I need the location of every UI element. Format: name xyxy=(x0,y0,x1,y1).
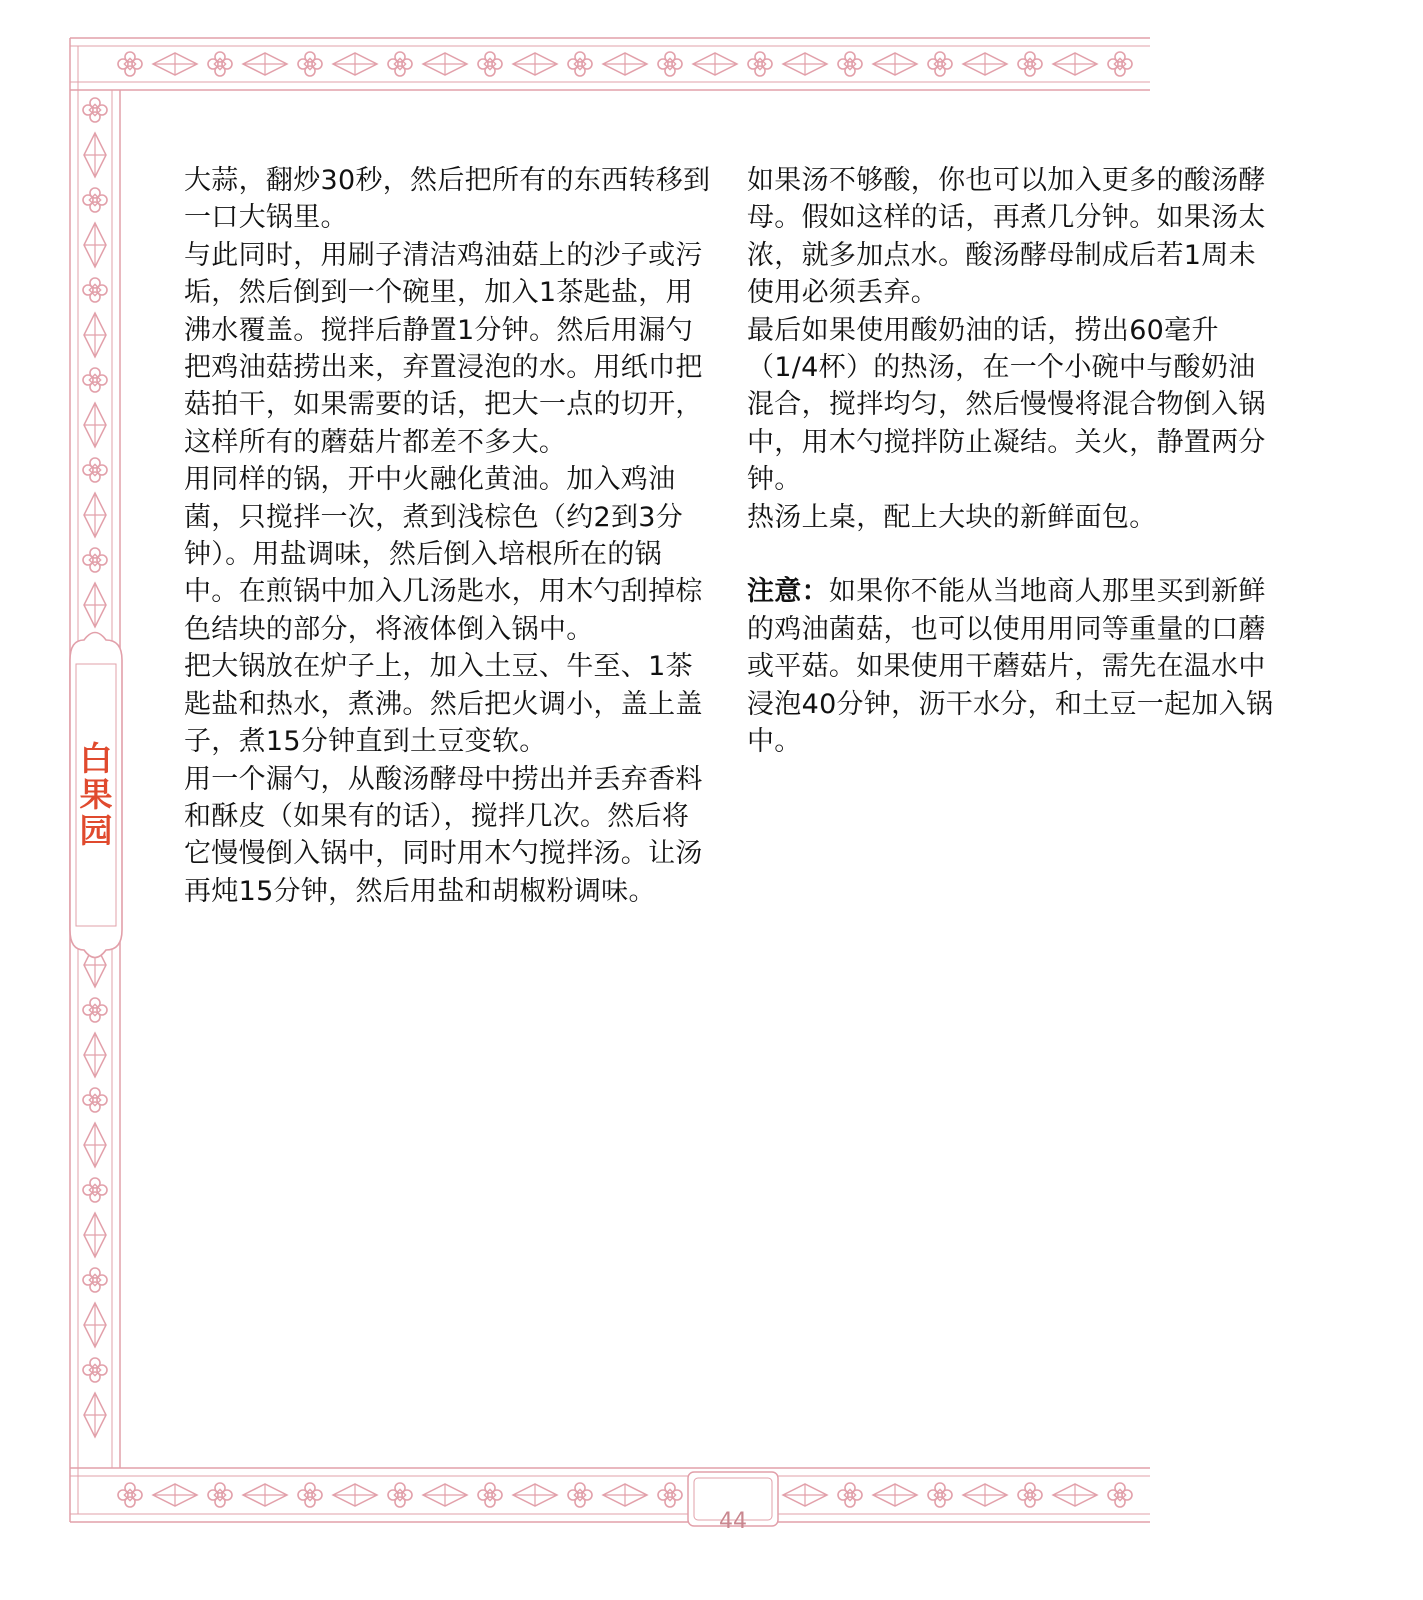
knot-ornament-icon xyxy=(658,52,682,76)
diamond-ornament-icon xyxy=(153,53,197,75)
paragraph: 把大锅放在炉子上，加入土豆、牛至、1茶匙盐和热水，煮沸。然后把火调小，盖上盖子，煮15分钟直到土豆变软。 xyxy=(184,651,703,758)
diamond-ornament-icon xyxy=(423,1484,467,1506)
diamond-ornament-icon xyxy=(84,223,106,267)
top-border-band xyxy=(70,38,1150,90)
side-section-label-text: 白果园 xyxy=(74,741,114,849)
knot-ornament-icon xyxy=(83,368,107,392)
knot-ornament-icon xyxy=(298,52,322,76)
knot-ornament-icon xyxy=(118,1483,142,1507)
diamond-ornament-icon xyxy=(1053,1484,1097,1506)
diamond-ornament-icon xyxy=(84,1123,106,1167)
knot-ornament-icon xyxy=(568,1483,592,1507)
diamond-ornament-icon xyxy=(873,53,917,75)
page-number: 44 xyxy=(719,1509,747,1534)
knot-ornament-icon xyxy=(208,52,232,76)
left-text-column xyxy=(184,162,712,910)
knot-ornament-icon xyxy=(83,1088,107,1112)
knot-ornament-icon xyxy=(478,52,502,76)
paragraph: 最后如果使用酸奶油的话，捞出60毫升（1/4杯）的热汤，在一个小碗中与酸奶油混合，搅拌均匀，然后慢慢将混合物倒入锅中，用木勺搅拌防止凝结。关火，静置两分钟。 xyxy=(747,314,1266,496)
paragraph-spacer xyxy=(747,536,1275,573)
knot-ornament-icon xyxy=(1108,1483,1132,1507)
note-text: 如果你不能从当地商人那里买到新鲜的鸡油菌菇，也可以使用用同等重量的口蘑或平菇。如果使用干蘑菇片，需先在温水中浸泡40分钟，沥干水分，和土豆一起加入锅中。 xyxy=(747,576,1274,758)
knot-ornament-icon xyxy=(83,1178,107,1202)
knot-ornament-icon xyxy=(83,98,107,122)
diamond-ornament-icon xyxy=(333,1484,377,1506)
knot-ornament-icon xyxy=(83,1268,107,1292)
diamond-ornament-icon xyxy=(1053,53,1097,75)
knot-ornament-icon xyxy=(928,52,952,76)
knot-ornament-icon xyxy=(1018,52,1042,76)
paragraph: 与此同时，用刷子清洁鸡油菇上的沙子或污垢，然后倒到一个碗里，加入1茶匙盐，用沸水覆盖。搅拌后静置1分钟。然后用漏勺把鸡油菇捞出来，弃置浸泡的水。用纸巾把菇拍干，如果需要的话，把大一点的切开，这样所有的蘑菇片都差不多大。 xyxy=(184,239,703,458)
right-text-column xyxy=(747,162,1275,760)
knot-ornament-icon xyxy=(928,1483,952,1507)
knot-ornament-icon xyxy=(568,52,592,76)
diamond-ornament-icon xyxy=(873,1484,917,1506)
knot-ornament-icon xyxy=(1108,52,1132,76)
paragraph: 用同样的锅，开中火融化黄油。加入鸡油菌，只搅拌一次，煮到浅棕色（约2到3分钟）。用盐调味，然后倒入培根所在的锅中。在煎锅中加入几汤匙水，用木勺刮掉棕色结块的部分，将液体倒入锅中。 xyxy=(184,464,703,645)
diamond-ornament-icon xyxy=(513,1484,557,1506)
diamond-ornament-icon xyxy=(423,53,467,75)
knot-ornament-icon xyxy=(208,1483,232,1507)
paragraph: 大蒜，翻炒30秒，然后把所有的东西转移到一口大锅里。 xyxy=(184,165,711,234)
knot-ornament-icon xyxy=(83,188,107,212)
knot-ornament-icon xyxy=(1018,1483,1042,1507)
diamond-ornament-icon xyxy=(84,1213,106,1257)
diamond-ornament-icon xyxy=(84,1393,106,1437)
knot-ornament-icon xyxy=(83,548,107,572)
diamond-ornament-icon xyxy=(783,53,827,75)
bottom-border-band xyxy=(70,1468,1150,1526)
diamond-ornament-icon xyxy=(513,53,557,75)
knot-ornament-icon xyxy=(478,1483,502,1507)
diamond-ornament-icon xyxy=(84,133,106,177)
knot-ornament-icon xyxy=(83,458,107,482)
diamond-ornament-icon xyxy=(84,583,106,627)
knot-ornament-icon xyxy=(388,1483,412,1507)
diamond-ornament-icon xyxy=(84,1033,106,1077)
diamond-ornament-icon xyxy=(603,53,647,75)
diamond-ornament-icon xyxy=(783,1484,827,1506)
knot-ornament-icon xyxy=(658,1483,682,1507)
paragraph: 如果汤不够酸，你也可以加入更多的酸汤酵母。假如这样的话，再煮几分钟。如果汤太浓，就多加点水。酸汤酵母制成后若1周未使用必须丢弃。 xyxy=(747,165,1266,309)
knot-ornament-icon xyxy=(388,52,412,76)
paragraph: 热汤上桌，配上大块的新鲜面包。 xyxy=(747,501,1157,533)
diamond-ornament-icon xyxy=(243,1484,287,1506)
diamond-ornament-icon xyxy=(963,53,1007,75)
knot-ornament-icon xyxy=(838,1483,862,1507)
knot-ornament-icon xyxy=(298,1483,322,1507)
diamond-ornament-icon xyxy=(84,313,106,357)
diamond-ornament-icon xyxy=(603,1484,647,1506)
paragraph: 用一个漏勺，从酸汤酵母中捞出并丢弃香料和酥皮（如果有的话），搅拌几次。然后将它慢慢倒入锅中，同时用木勺搅拌汤。让汤再炖15分钟，然后用盐和胡椒粉调味。 xyxy=(184,763,703,907)
diamond-ornament-icon xyxy=(84,493,106,537)
side-section-label xyxy=(66,660,122,930)
knot-ornament-icon xyxy=(118,52,142,76)
note-paragraph xyxy=(747,573,1275,760)
knot-ornament-icon xyxy=(838,52,862,76)
diamond-ornament-icon xyxy=(243,53,287,75)
diamond-ornament-icon xyxy=(963,1484,1007,1506)
diamond-ornament-icon xyxy=(333,53,377,75)
diamond-ornament-icon xyxy=(693,53,737,75)
knot-ornament-icon xyxy=(83,1358,107,1382)
note-label: 注意： xyxy=(747,576,829,608)
knot-ornament-icon xyxy=(748,52,772,76)
diamond-ornament-icon xyxy=(84,1303,106,1347)
diamond-ornament-icon xyxy=(84,403,106,447)
diamond-ornament-icon xyxy=(153,1484,197,1506)
knot-ornament-icon xyxy=(83,998,107,1022)
knot-ornament-icon xyxy=(83,278,107,302)
